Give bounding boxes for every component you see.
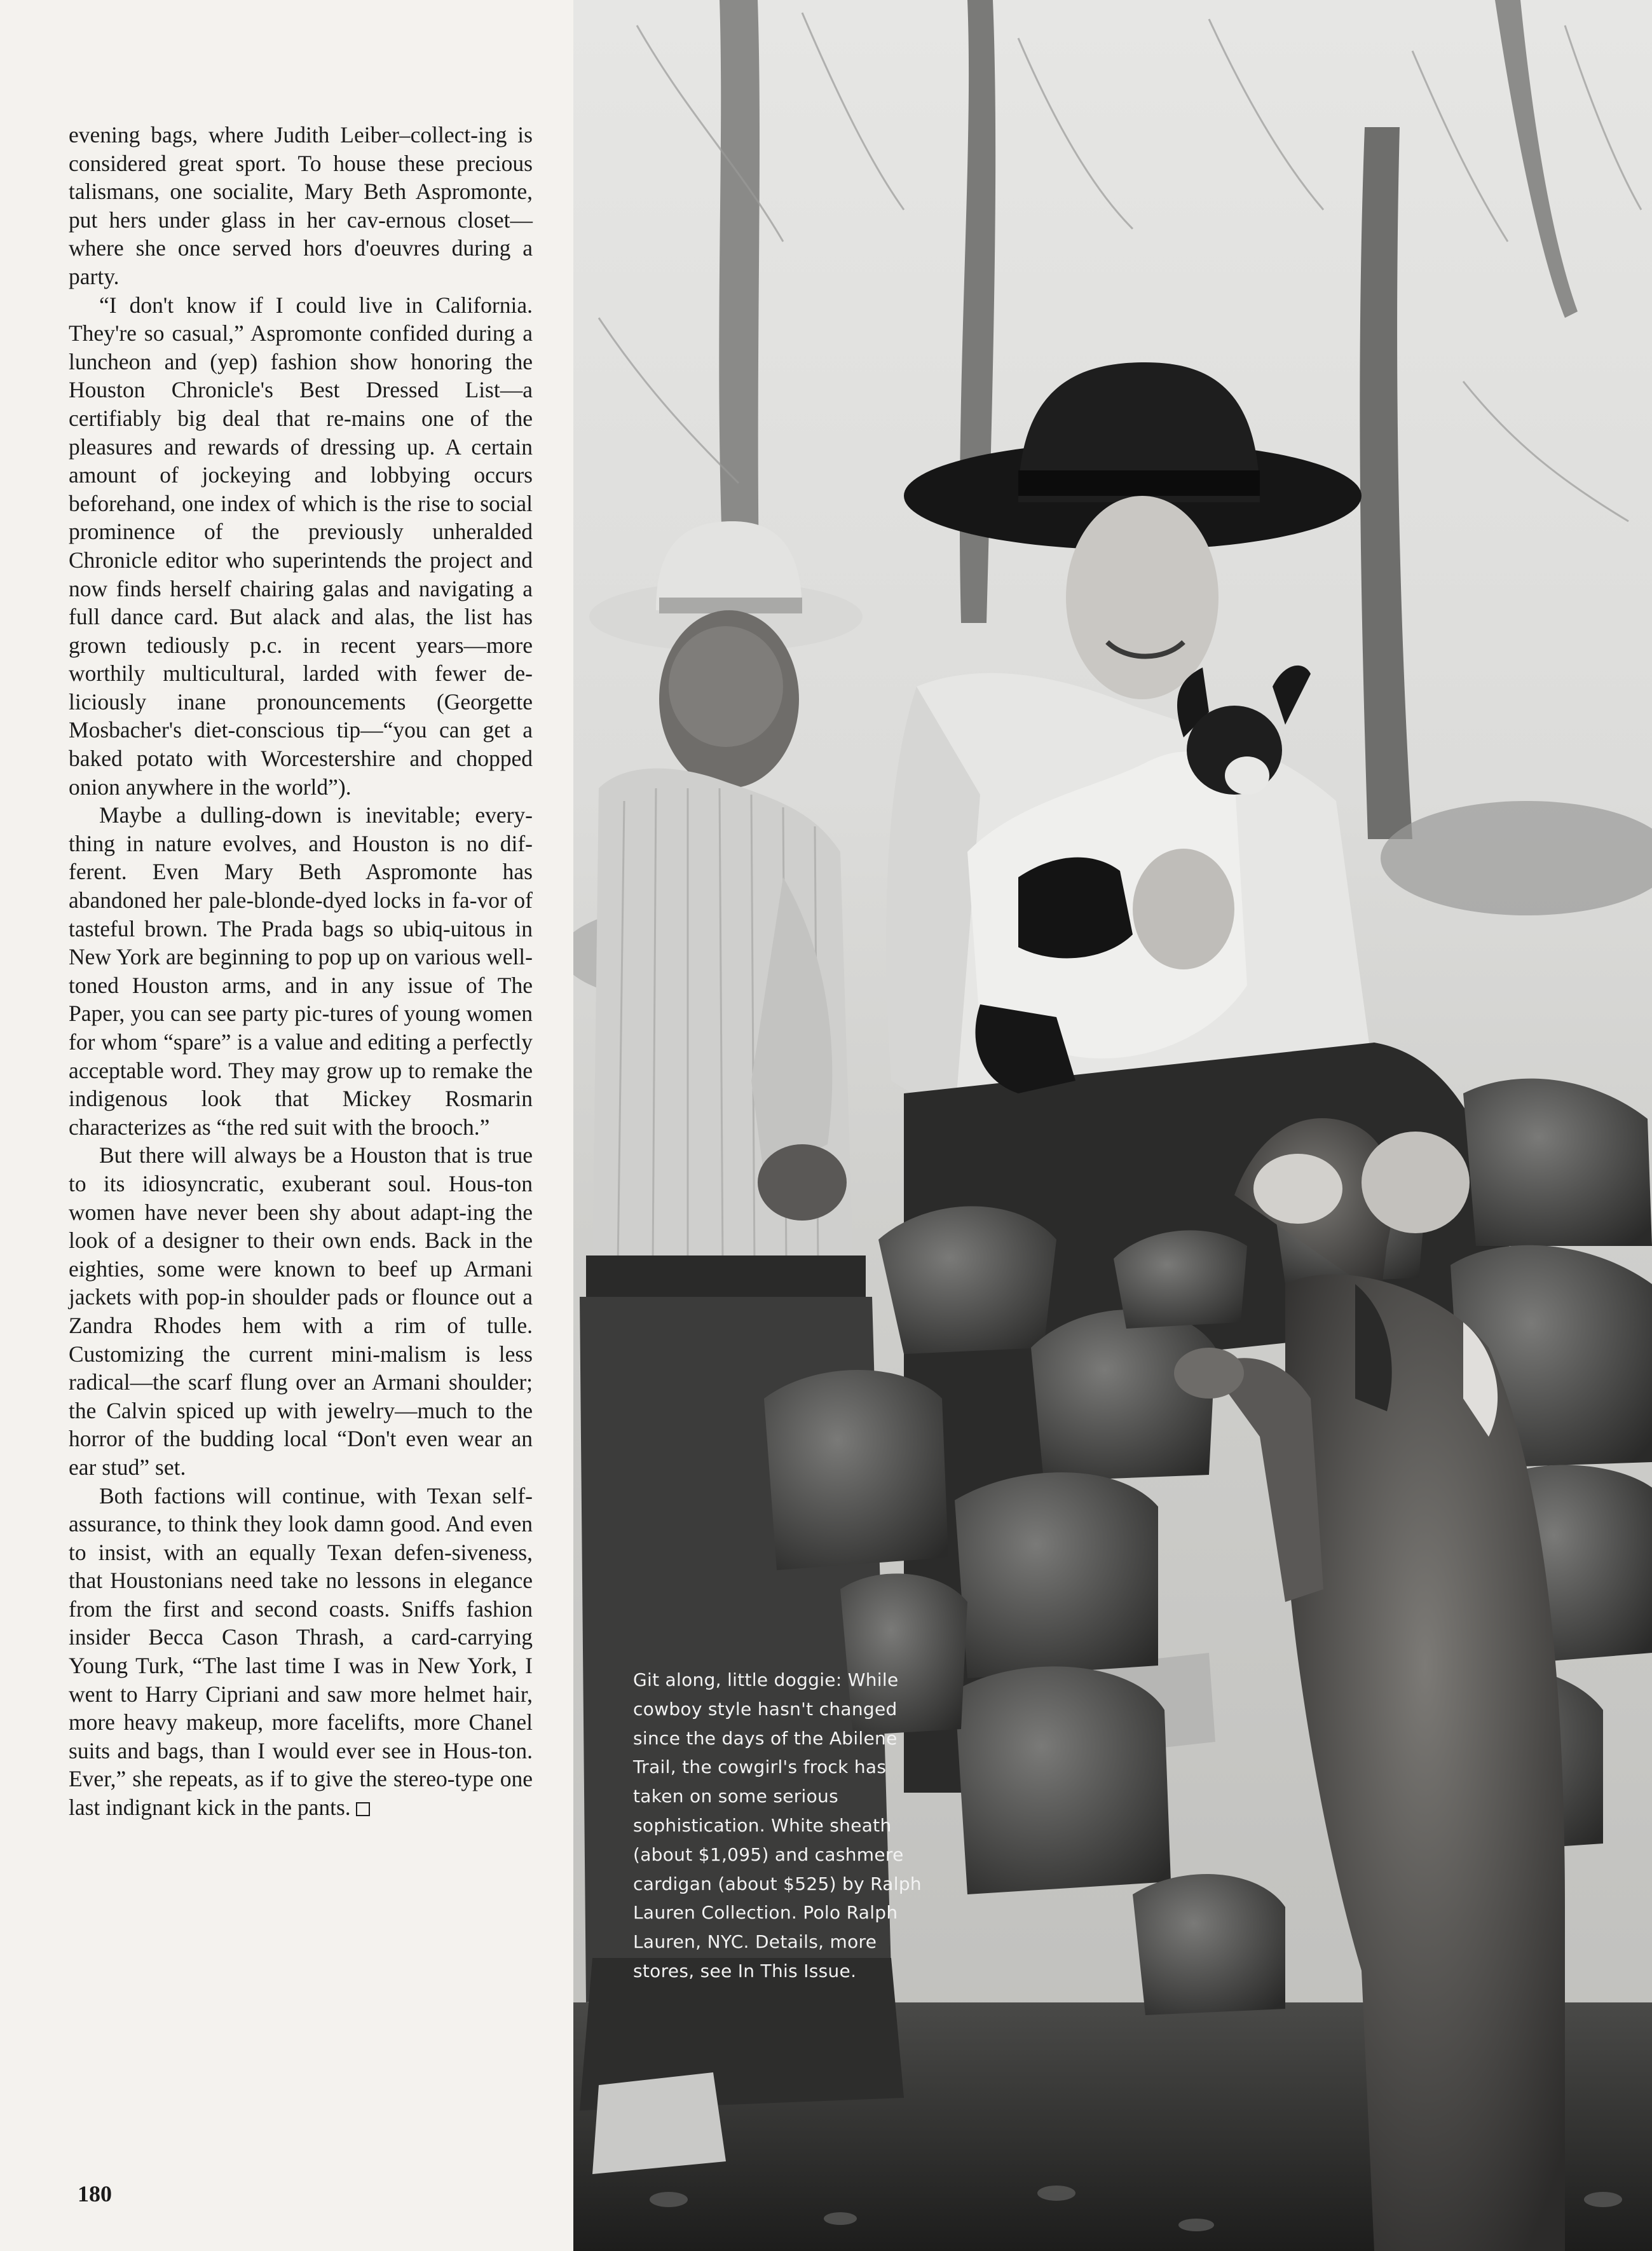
article-paragraph-5: Both factions will continue, with Texan self-assurance, to think they look damn good. And even to insist, with an equally Texan defen-siveness, that Houstonians need take no lessons in elegance from the first and second coasts. Sniffs fashion insider Becca Cason Thrash, a card-carrying Young Turk, “The last time I was in New York, I went to Harry Cipriani and saw more helmet hair, more heavy makeup, more facelifts, more Chanel suits and bags, than I would ever see in Hous-ton. Ever,” she repeats, as if to give the stereo-type one last indignant kick in the pants. <box>69 1482 533 1821</box>
end-of-article-mark <box>356 1802 370 1816</box>
article-paragraph-4: But there will always be a Houston that is true to its idiosyncratic, exuberant soul. Hous-ton women have never been shy about adapt-ing the look of a designer to their own ends. Back in the eighties, some were known to beef up Armani jackets with pop-in shoulder pads or flounce out a Zandra Rhodes hem with a rim of tulle. Customizing the current mini-malism is less radical—the scarf flung over an Armani shoulder; the Calvin spiced up with jewelry—much to the horror of the budding local “Don't even wear an ear stud” set. <box>69 1142 533 1480</box>
article-paragraph-2: “I don't know if I could live in California. They're so casual,” Aspromonte confided during a luncheon and (yep) fashion show honoring the Houston Chronicle's Best Dressed List—a certifiably big deal that re-mains one of the pleasures and rewards of dressing up. A certain amount of jockeying and lobbying occurs beforehand, one index of which is the rise to social prominence of the previously unheralded Chronicle editor who superintends the project and now finds herself chairing galas and navigating a full dance card. But alack and alas, the list has grown tediously p.c. in recent years—more worthily multicultural, larded with fewer de-liciously inane pronouncements (Georgette Mosbacher's diet-conscious tip—“you can get a baked potato with Worcestershire and chopped onion anywhere in the world”). <box>69 292 533 800</box>
article-paragraph-5-wrap <box>69 1482 533 1822</box>
article-column <box>69 121 533 1822</box>
article-paragraph-3: Maybe a dulling-down is inevitable; every-thing in nature evolves, and Houston is no dif-ferent. Even Mary Beth Aspromonte has abandoned her pale-blonde-dyed locks in fa-vor of tasteful brown. The Prada bags so ubiq-uitous in New York are beginning to pop up on various well-toned Houston arms, and in any issue of The Paper, you can see party pic-tures of young women for whom “spare” is a value and editing a perfectly acceptable word. They may grow up to remake the indigenous look that Mickey Rosmarin characterizes as “the red suit with the brooch.” <box>69 802 533 1140</box>
article-paragraph-1: evening bags, where Judith Leiber–collect-ing is considered great sport. To house these precious talismans, one socialite, Mary Beth Aspromonte, put hers under glass in her cav-ernous closet—where she once served hors d'oeuvres during a party. <box>69 122 533 289</box>
page-number: 180 <box>78 2181 112 2207</box>
photo-caption: Git along, little doggie: While cowboy style hasn't changed since the days of the Abilene Trail, the cowgirl's frock has taken on some serious sophistication. White sheath (about $1,095) and cashmere cardigan (about $525) by Ralph Lauren Collection. Polo Ralph Lauren, NYC. Details, more stores, see In This Issue. <box>633 1669 922 1981</box>
